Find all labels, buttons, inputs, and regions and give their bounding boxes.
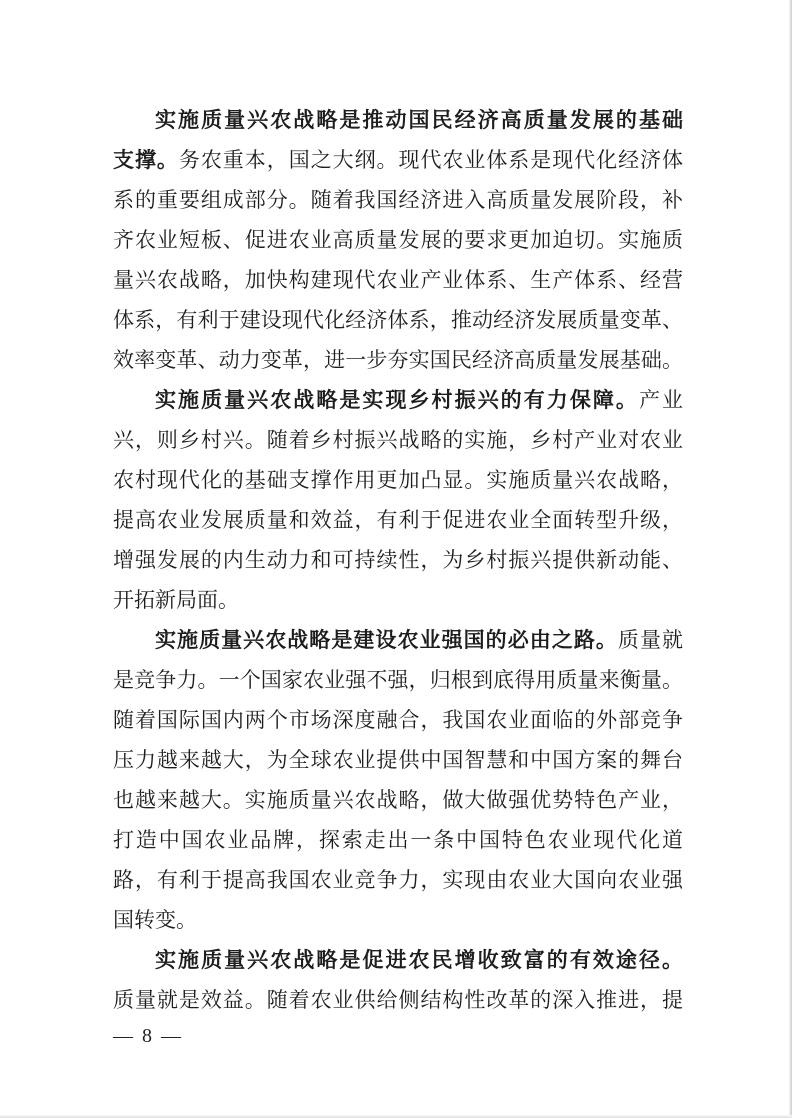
text-line [113,100,683,140]
body-text: 效率变革、动力变革，进一步夯实国民经济高质量发展基础。 [113,348,683,372]
body-text: 开拓新局面。 [113,588,239,612]
text-line [113,220,683,260]
text-line [113,980,683,1020]
text-line [113,180,683,220]
body-text: 压力越来越大，为全球农业提供中国智慧和中国方案的舞台 [113,748,683,772]
body-text: 产业 [638,388,683,412]
document-body [113,100,683,1020]
text-line [113,780,683,820]
body-text: 务农重本，国之大纲。现代农业体系是现代化经济体 [178,148,683,172]
text-line [113,340,683,380]
body-text: 打造中国农业品牌，探索走出一条中国特色农业现代化道 [113,828,683,852]
body-text: 随着国际国内两个市场深度融合，我国农业面临的外部竞争 [113,708,683,732]
text-line [113,460,683,500]
text-line [113,540,683,580]
bold-lead-text: 实施质量兴农战略是促进农民增收致富的有效途径。 [155,948,683,972]
body-text: 体系，有利于建设现代化经济体系，推动经济发展质量变革、 [113,308,683,332]
text-line [113,620,683,660]
page-number: — 8 — [113,1025,183,1047]
body-text: 系的重要组成部分。随着我国经济进入高质量发展阶段，补 [113,188,683,212]
text-line [113,820,683,860]
body-text: 路，有利于提高我国农业竞争力，实现由农业大国向农业强 [113,868,683,892]
text-line [113,140,683,180]
bold-lead-text: 实施质量兴农战略是推动国民经济高质量发展的基础 [155,108,683,132]
bold-lead-text: 实施质量兴农战略是建设农业强国的必由之路。 [155,628,618,652]
text-line [113,860,683,900]
paragraph [113,940,683,1020]
text-line [113,700,683,740]
text-line [113,740,683,780]
text-line [113,420,683,460]
text-line [113,260,683,300]
text-line [113,900,683,940]
body-text: 国转变。 [113,908,197,932]
body-text: 是竞争力。一个国家农业强不强，归根到底得用质量来衡量。 [113,668,683,692]
body-text: 也越来越大。实施质量兴农战略，做大做强优势特色产业， [113,788,683,812]
paragraph [113,620,683,940]
bold-lead-text: 实施质量兴农战略是实现乡村振兴的有力保障。 [155,388,639,412]
body-text: 提高农业发展质量和效益，有利于促进农业全面转型升级， [113,508,683,532]
paragraph [113,380,683,620]
body-text: 增强发展的内生动力和可持续性，为乡村振兴提供新动能、 [113,548,683,572]
text-line [113,300,683,340]
text-line [113,660,683,700]
body-text: 农村现代化的基础支撑作用更加凸显。实施质量兴农战略， [113,468,683,492]
bold-lead-text: 支撑。 [113,148,179,172]
text-line [113,580,683,620]
body-text: 质量就 [617,628,683,652]
body-text: 兴，则乡村兴。随着乡村振兴战略的实施，乡村产业对农业 [113,428,683,452]
text-line [113,500,683,540]
text-line [113,380,683,420]
text-line [113,940,683,980]
body-text: 齐农业短板、促进农业高质量发展的要求更加迫切。实施质 [113,228,683,252]
paragraph [113,100,683,380]
body-text: 质量就是效益。随着农业供给侧结构性改革的深入推进，提 [113,988,683,1012]
body-text: 量兴农战略，加快构建现代农业产业体系、生产体系、经营 [113,268,683,292]
